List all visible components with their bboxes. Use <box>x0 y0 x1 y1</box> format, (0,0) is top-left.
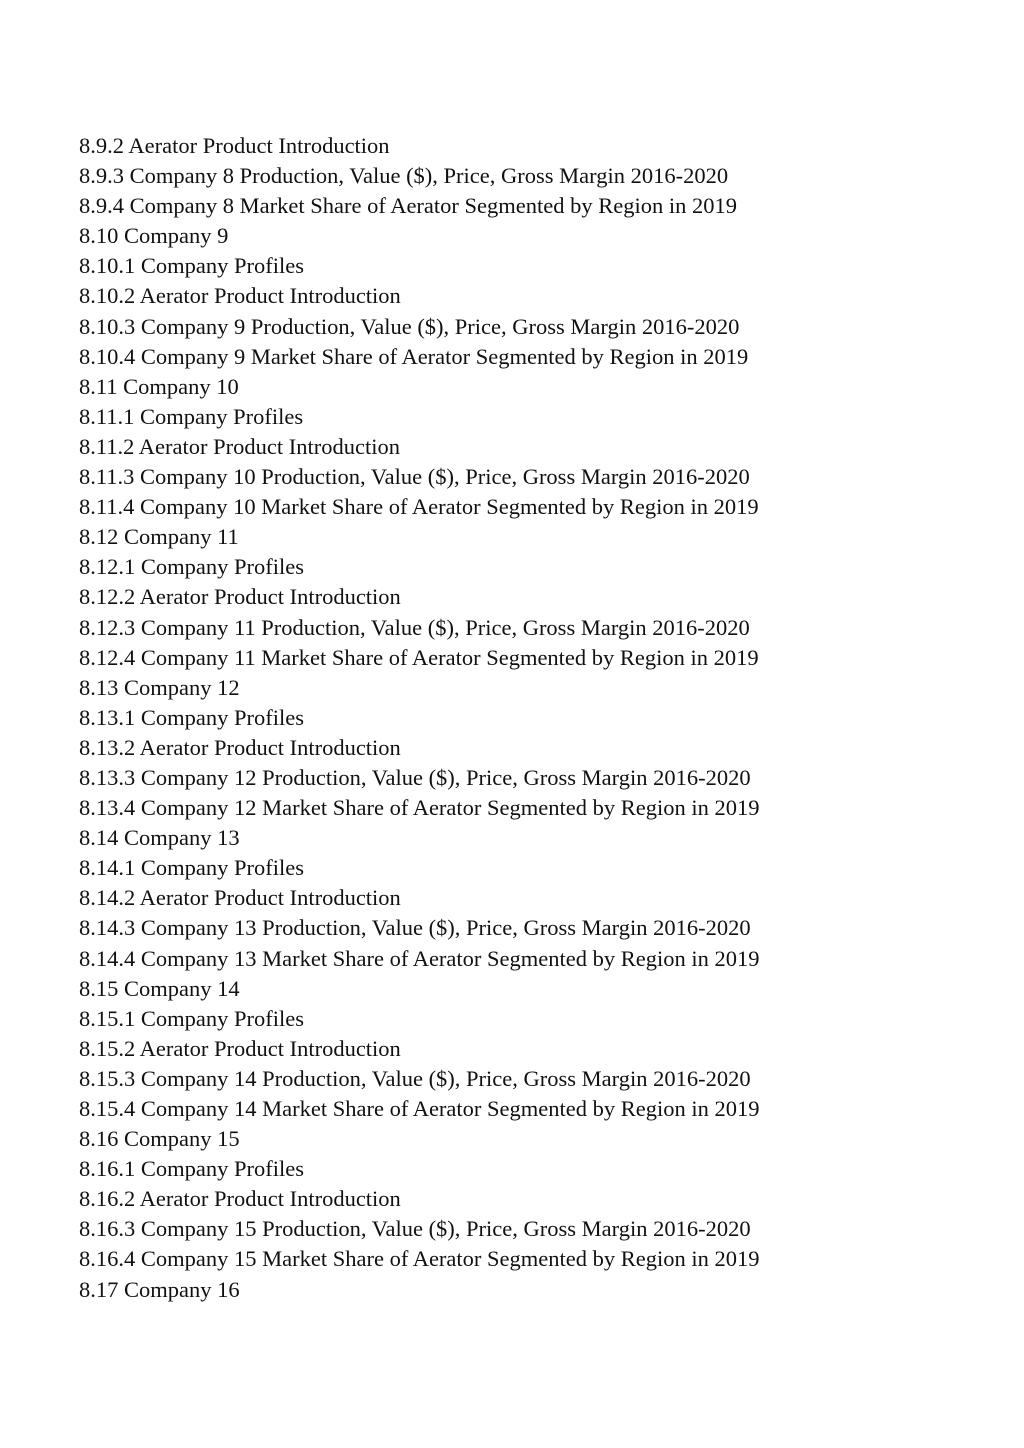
toc-entry: 8.12.2 Aerator Product Introduction <box>79 584 401 610</box>
toc-entry: 8.15 Company 14 <box>79 975 240 1001</box>
toc-entry: 8.14.1 Company Profiles <box>79 855 304 881</box>
toc-entry: 8.15.3 Company 14 Production, Value ($), Price, Gross Margin 2016-2020 <box>79 1065 751 1091</box>
toc-entry: 8.13.3 Company 12 Production, Value ($), Price, Gross Margin 2016-2020 <box>79 764 751 790</box>
toc-entry: 8.16.1 Company Profiles <box>79 1156 304 1182</box>
toc-entry: 8.9.4 Company 8 Market Share of Aerator Segmented by Region in 2019 <box>79 193 738 219</box>
table-of-contents <box>79 131 760 1305</box>
toc-entry: 8.16 Company 15 <box>79 1126 240 1152</box>
toc-entry: 8.14.3 Company 13 Production, Value ($), Price, Gross Margin 2016-2020 <box>79 915 751 941</box>
toc-entry: 8.12.4 Company 11 Market Share of Aerator Segmented by Region in 2019 <box>79 644 759 670</box>
toc-entry: 8.11.1 Company Profiles <box>79 403 304 429</box>
toc-entry: 8.9.2 Aerator Product Introduction <box>79 133 390 158</box>
toc-entry: 8.17 Company 16 <box>79 1276 240 1302</box>
toc-entry: 8.10.1 Company Profiles <box>79 253 304 279</box>
toc-entry: 8.16.4 Company 15 Market Share of Aerator Segmented by Region in 2019 <box>79 1246 760 1272</box>
toc-entry: 8.13.4 Company 12 Market Share of Aerator Segmented by Region in 2019 <box>79 795 760 821</box>
toc-entry: 8.15.2 Aerator Product Introduction <box>79 1035 401 1061</box>
toc-entry: 8.10.2 Aerator Product Introduction <box>79 283 401 309</box>
toc-entry: 8.11.4 Company 10 Market Share of Aerator Segmented by Region in 2019 <box>79 494 759 520</box>
toc-entry: 8.16.2 Aerator Product Introduction <box>79 1186 401 1212</box>
toc-entry: 8.11.3 Company 10 Production, Value ($), Price, Gross Margin 2016-2020 <box>79 464 750 490</box>
toc-entry: 8.12.3 Company 11 Production, Value ($), Price, Gross Margin 2016-2020 <box>79 614 750 640</box>
toc-entry: 8.12 Company 11 <box>79 524 239 550</box>
toc-entry: 8.16.3 Company 15 Production, Value ($), Price, Gross Margin 2016-2020 <box>79 1216 751 1242</box>
toc-entry: 8.11 Company 10 <box>79 373 239 399</box>
toc-entry: 8.13.2 Aerator Product Introduction <box>79 734 401 760</box>
toc-entry: 8.12.1 Company Profiles <box>79 554 304 580</box>
toc-entry: 8.9.3 Company 8 Production, Value ($), Price, Gross Margin 2016-2020 <box>79 163 729 189</box>
toc-entry: 8.14.2 Aerator Product Introduction <box>79 885 401 911</box>
toc-entry: 8.14.4 Company 13 Market Share of Aerator Segmented by Region in 2019 <box>79 945 760 971</box>
toc-entry: 8.15.1 Company Profiles <box>79 1005 304 1031</box>
toc-entry: 8.10.3 Company 9 Production, Value ($), Price, Gross Margin 2016-2020 <box>79 313 740 339</box>
toc-entry: 8.15.4 Company 14 Market Share of Aerator Segmented by Region in 2019 <box>79 1096 760 1121</box>
toc-entry: 8.10.4 Company 9 Market Share of Aerator Segmented by Region in 2019 <box>79 343 749 369</box>
toc-entry: 8.13 Company 12 <box>79 674 240 700</box>
toc-entry: 8.11.2 Aerator Product Introduction <box>79 433 400 459</box>
toc-entry: 8.13.1 Company Profiles <box>79 704 304 730</box>
toc-entry: 8.14 Company 13 <box>79 825 240 851</box>
toc-entry: 8.10 Company 9 <box>79 223 229 249</box>
